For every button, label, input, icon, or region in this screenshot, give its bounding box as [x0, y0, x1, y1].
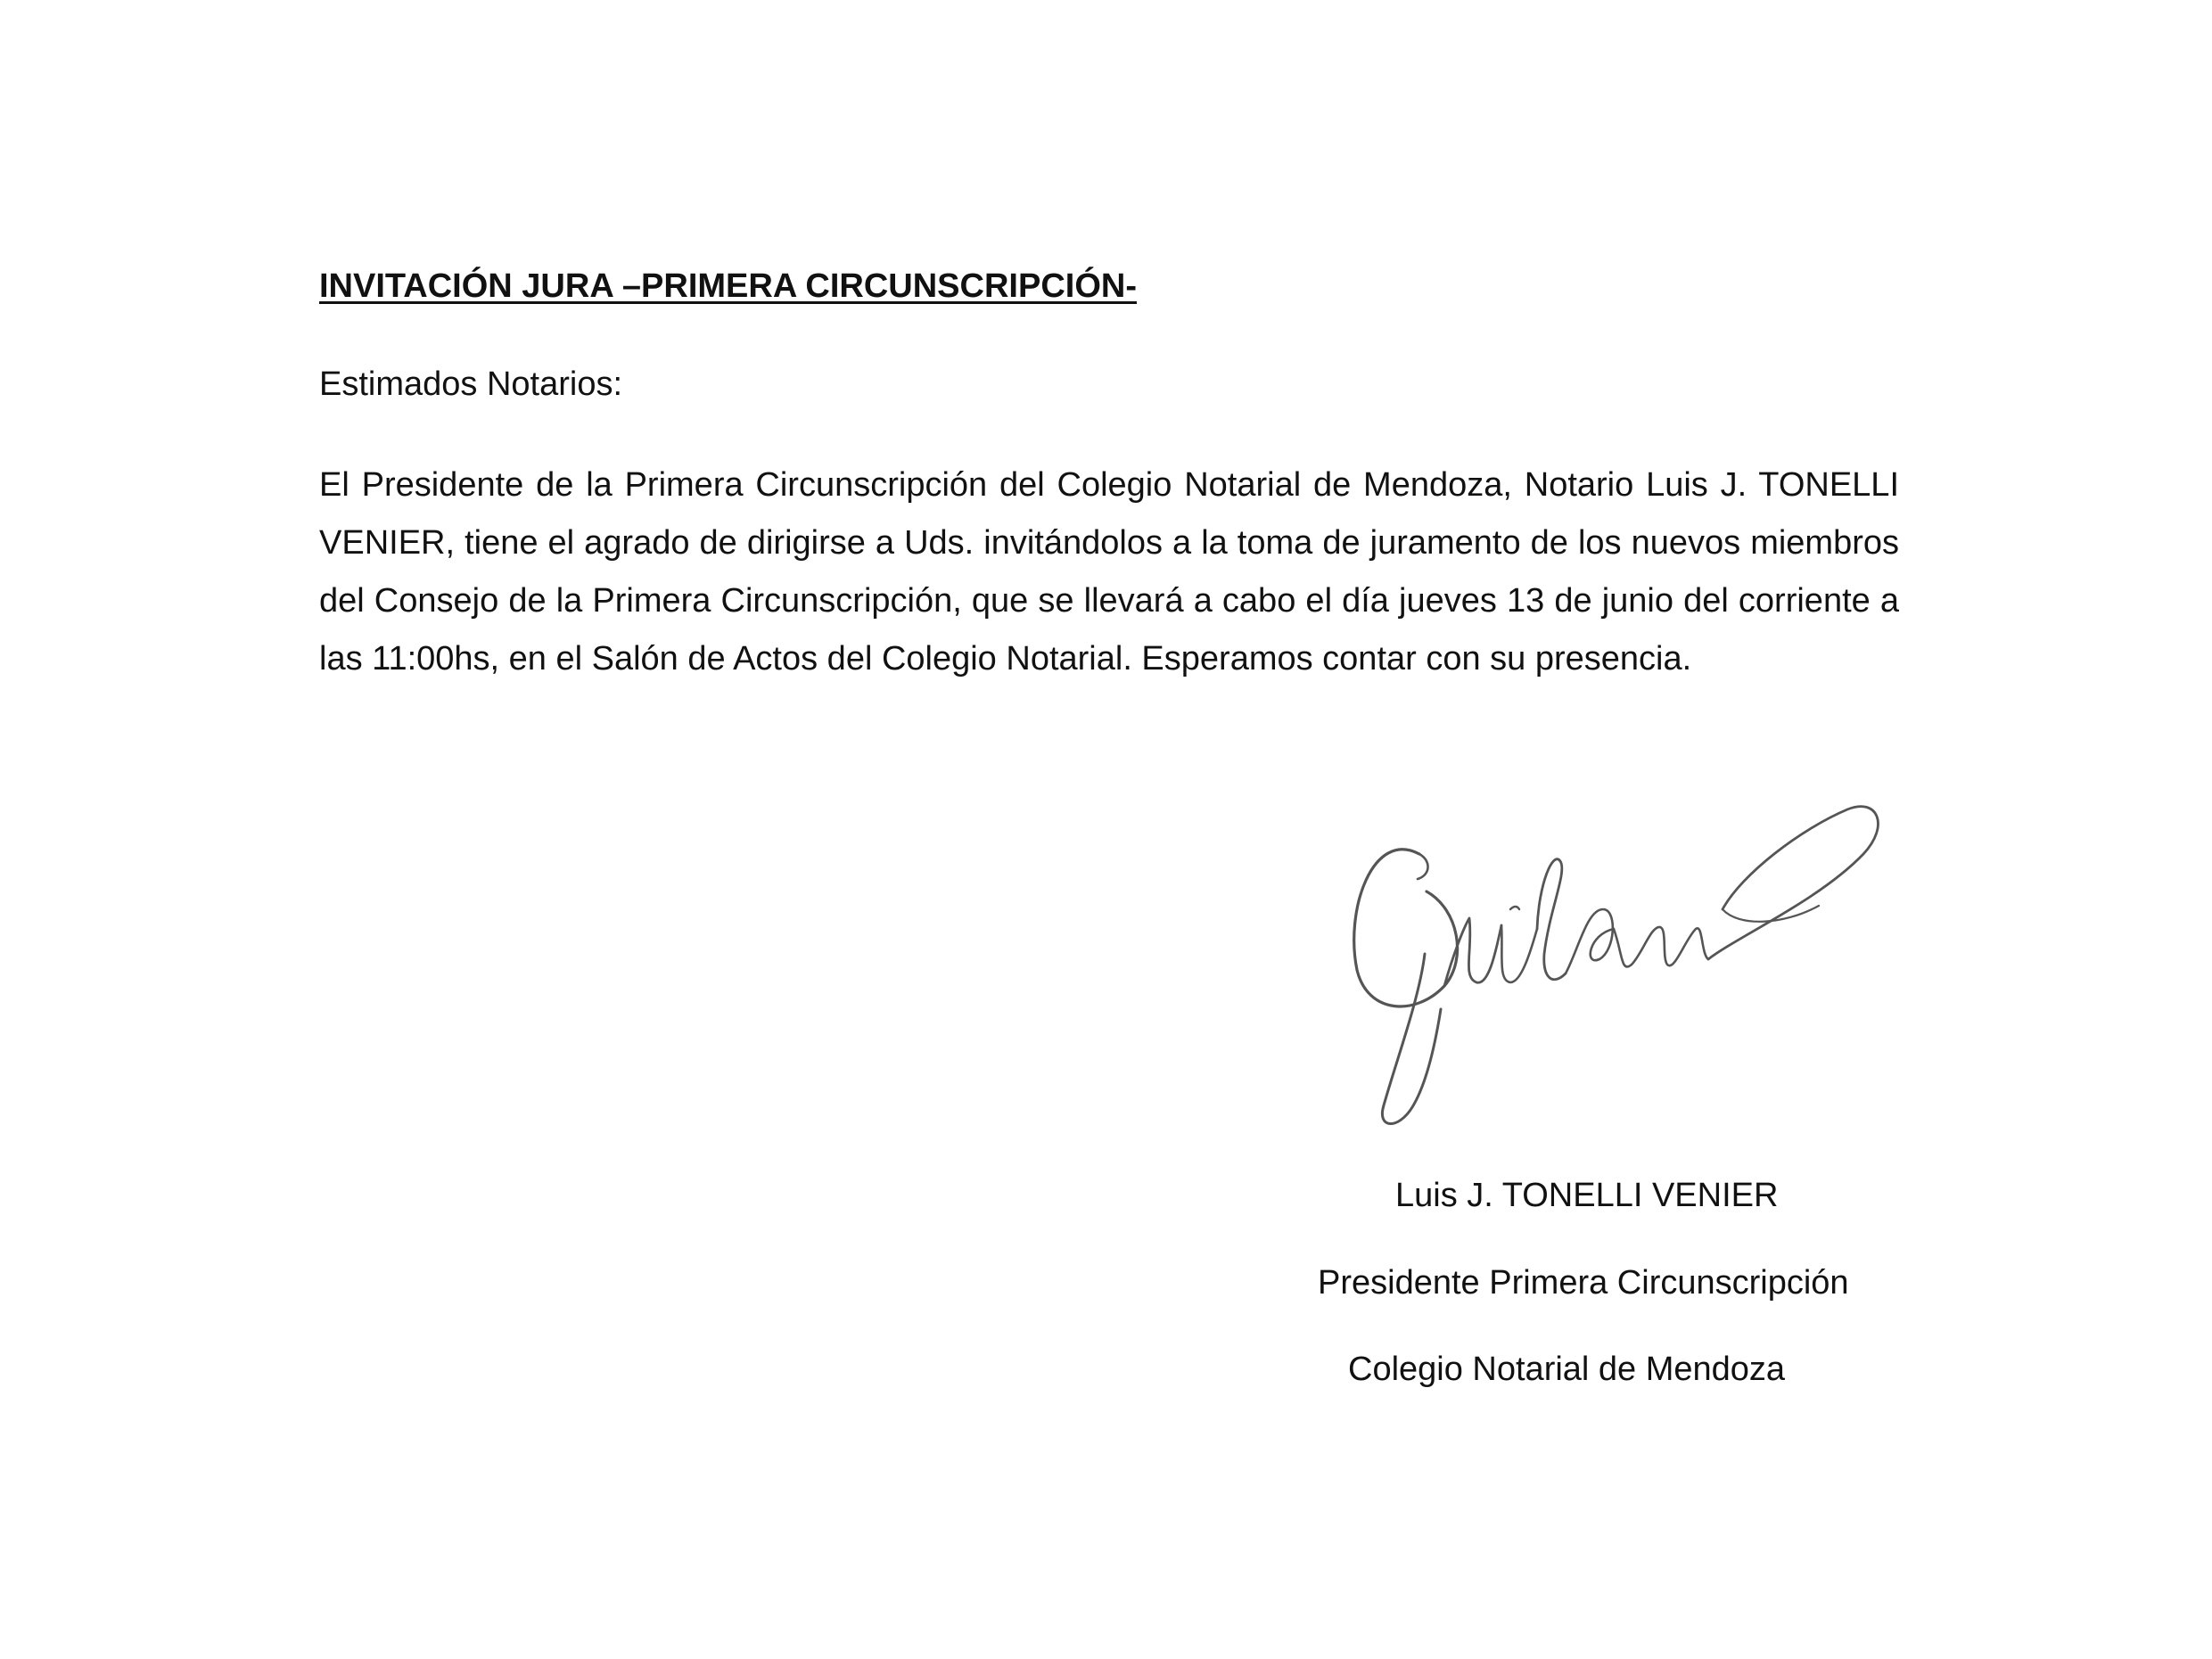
- greeting: Estimados Notarios:: [319, 365, 623, 403]
- signatory-name: Luis J. TONELLI VENIER: [1395, 1177, 1779, 1214]
- signatory-role: Presidente Primera Circunscripción: [1318, 1264, 1849, 1302]
- body-paragraph: El Presidente de la Primera Circunscripción del Colegio Notarial de Mendoza, Notario Luis J. TONELLI VENIER, tiene el agrado de dirigirse a Uds. invitándolos a la toma de juramento de los nuevos miembros del Consejo de la Primera Circunscripción, que se llevará a cabo el día jueves 13 de junio del corriente a las 11:00hs, en el Salón de Actos del Colegio Notarial. Esperamos contar con su presencia.: [319, 466, 1899, 678]
- signatory-organization: Colegio Notarial de Mendoza: [1348, 1351, 1786, 1388]
- signature-icon: [1320, 776, 1908, 1141]
- document-title: INVITACIÓN JURA –PRIMERA CIRCUNSCRIPCIÓN-: [319, 267, 1137, 305]
